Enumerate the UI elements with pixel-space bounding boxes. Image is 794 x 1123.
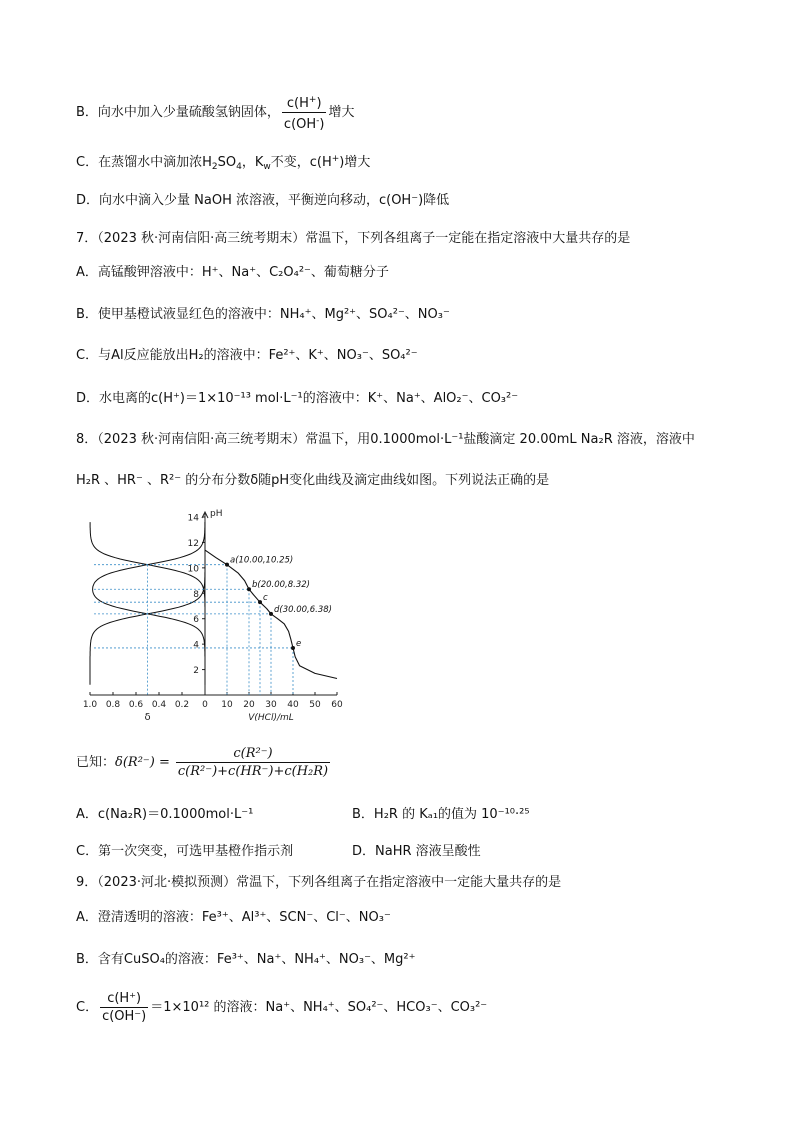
q6-option-c — [76, 150, 370, 176]
q8-stem-line2: H₂R 、HR⁻ 、R²⁻ 的分布分数δ随pH变化曲线及滴定曲线如图。下列说法正确的是 — [76, 473, 550, 488]
q6c-mid2: ，K — [241, 155, 264, 170]
v-tick-label: 60 — [331, 700, 343, 710]
q9-option-a: A．澄清透明的溶液：Fe³⁺、Al³⁺、SCN⁻、Cl⁻、NO₃⁻ — [76, 910, 391, 925]
q6b-num: c(H — [286, 96, 309, 111]
delta-tick-label: 0.6 — [128, 700, 144, 710]
q6b-den-sup: - — [316, 116, 320, 126]
q6b-text: B．向水中加入少量硫酸氢钠固体， — [76, 105, 280, 120]
q6c-sup: + — [331, 154, 340, 164]
known-den: c(R²⁻)+c(HR⁻)+c(H₂R) — [177, 764, 329, 779]
q9c-post: ＝1×10¹² 的溶液：Na⁺、NH₄⁺、SO₄²⁻、HCO₃⁻、CO₃²⁻ — [150, 1000, 488, 1015]
known-formula — [76, 745, 332, 780]
q9-option-c — [76, 990, 487, 1025]
delta-tick-label: 1.0 — [82, 700, 98, 710]
q9-option-b: B．含有CuSO₄的溶液：Fe³⁺、Na⁺、NH₄⁺、NO₃⁻、Mg²⁺ — [76, 952, 416, 967]
q6-option-b — [76, 92, 355, 133]
delta-tick-label: 0.8 — [105, 700, 121, 710]
q8-option-c: C．第一次突变，可选甲基橙作指示剂 — [76, 844, 294, 859]
q8-option-d: D．NaHR 溶液呈酸性 — [352, 844, 481, 859]
v-tick-label: 50 — [309, 700, 321, 710]
known-num: c(R²⁻) — [176, 745, 330, 763]
q7-option-b: B．使甲基橙试液显红色的溶液中：NH₄⁺、Mg²⁺、SO₄²⁻、NO₃⁻ — [76, 307, 450, 322]
q8-option-b: B．H₂R 的 Kₐ₁的值为 10⁻¹⁰·²⁵ — [352, 807, 530, 822]
titration-chart — [80, 505, 350, 727]
y-tick-label: 10 — [187, 564, 199, 575]
point-label-b: b(20.00,8.32) — [252, 580, 310, 591]
v-tick-label: 10 — [221, 700, 233, 710]
q9c-den: c(OH⁻) — [102, 1009, 147, 1024]
delta-tick-label: 0.4 — [151, 700, 167, 710]
q7-stem: 7．（2023 秋·河南信阳·高三统考期末）常温下，下列各组离子一定能在指定溶液中大量共存的是 — [76, 231, 631, 246]
known-lhs: δ(R²⁻) = — [115, 755, 170, 770]
known-fraction — [176, 745, 330, 780]
point-e — [291, 646, 295, 650]
q7-option-d: D．水电离的c(H⁺)＝1×10⁻¹³ mol·L⁻¹的溶液中：K⁺、Na⁺、AlO₂⁻、CO₃²⁻ — [76, 391, 519, 406]
delta-tick-label: 0.2 — [174, 700, 190, 710]
q7-option-c: C．与Al反应能放出H₂的溶液中：Fe²⁺、K⁺、NO₃⁻、SO₄²⁻ — [76, 348, 418, 363]
q8-stem-line1: 8．（2023 秋·河南信阳·高三统考期末）常温下，用0.1000mol·L⁻¹盐酸滴定 20.00mL Na₂R 溶液，溶液中 — [76, 432, 695, 447]
point-label-d: d(30.00,6.38) — [274, 604, 332, 615]
y-axis-label: pH — [210, 509, 223, 519]
q6b-fraction — [282, 92, 327, 133]
y-tick-label: 14 — [187, 513, 199, 524]
q6c-sub3: w — [263, 162, 271, 172]
v-tick-label: 40 — [287, 700, 299, 710]
q6c-mid: SO — [217, 155, 237, 170]
point-label-c: c — [263, 593, 268, 604]
q9c-fraction — [100, 990, 148, 1025]
q6b-num-sup: + — [308, 95, 317, 105]
y-tick-label: 4 — [193, 640, 199, 651]
point-a — [225, 563, 229, 567]
q8-option-a: A．c(Na₂R)＝0.1000mol·L⁻¹ — [76, 807, 254, 822]
y-tick-label: 12 — [187, 538, 199, 549]
point-label-a: a(10.00,10.25) — [230, 555, 294, 566]
q9c-num: c(H⁺) — [100, 990, 148, 1008]
point-d — [269, 612, 273, 616]
v-axis-label: V(HCl)/mL — [248, 713, 294, 723]
q6b-den-end: ) — [319, 117, 325, 132]
v-tick-label: 0 — [202, 700, 208, 710]
delta-axis-label: δ — [144, 712, 151, 723]
point-b — [247, 587, 251, 591]
v-tick-label: 20 — [243, 700, 255, 710]
q6b-den: c(OH — [283, 117, 317, 132]
point-c — [258, 600, 262, 604]
known-prefix: 已知： — [76, 755, 116, 770]
point-label-e: e — [296, 638, 302, 649]
y-tick-label: 6 — [193, 615, 199, 626]
v-tick-label: 30 — [265, 700, 277, 710]
q9c-pre: C． — [76, 1000, 99, 1015]
q6b-num-end: ) — [316, 96, 322, 111]
q7-option-a: A．高锰酸钾溶液中：H⁺、Na⁺、C₂O₄²⁻、葡萄糖分子 — [76, 265, 389, 280]
q6c-sub1: 2 — [211, 162, 218, 172]
q6c-post: )增大 — [339, 155, 371, 170]
q9-stem: 9．（2023·河北·模拟预测）常温下，下列各组离子在指定溶液中一定能大量共存的是 — [76, 875, 562, 890]
q6-option-d: D．向水中滴入少量 NaOH 浓溶液，平衡逆向移动，c(OH⁻)降低 — [76, 193, 450, 208]
q6c-mid3: 不变，c(H — [270, 155, 332, 170]
q6b-post: 增大 — [328, 105, 355, 120]
q6c-pre: C．在蒸馏水中滴加浓H — [76, 155, 212, 170]
q6c-sub2: 4 — [236, 162, 242, 172]
y-tick-label: 2 — [193, 666, 199, 677]
y-tick-label: 8 — [193, 589, 199, 600]
